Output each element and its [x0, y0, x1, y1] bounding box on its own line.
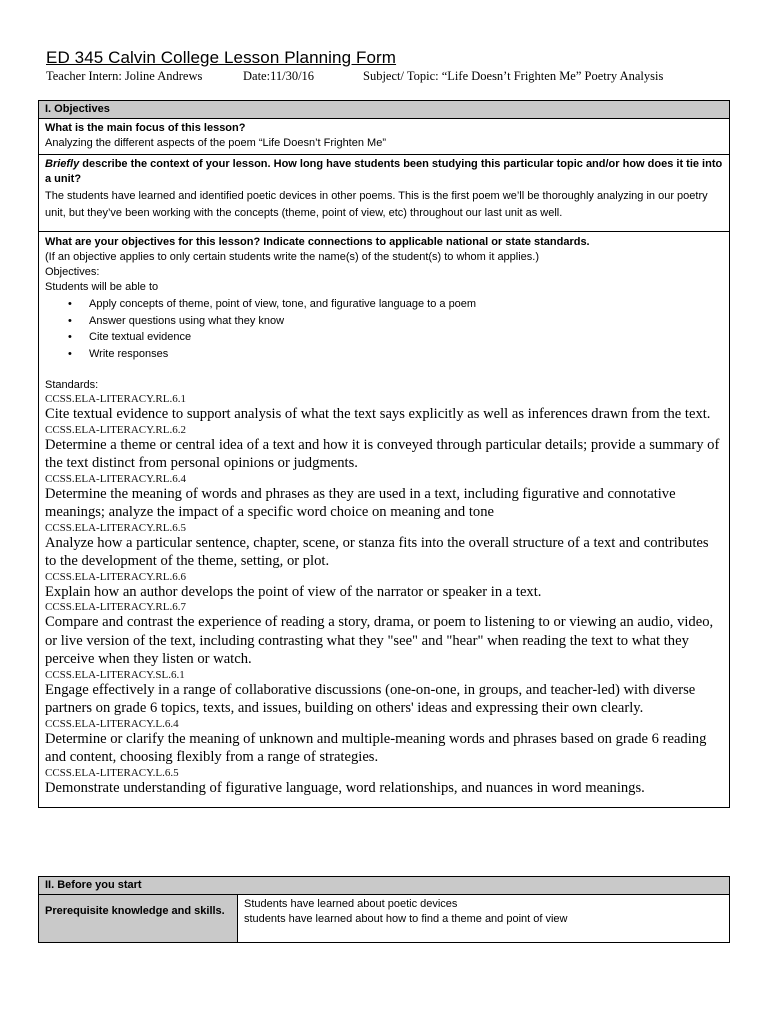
lesson-date: Date:11/30/16 [243, 69, 315, 83]
standard-code: CCSS.ELA-LITERACY.SL.6.1 [45, 668, 185, 681]
standard-text: Determine a theme or central idea of a text and how it is conveyed through particular details; provide a summary of the text distinct from personal opinions or judgments. [45, 436, 720, 471]
header-info [46, 69, 746, 84]
prereq-line: Students have learned about poetic devices [244, 898, 458, 910]
standard-code: CCSS.ELA-LITERACY.RL.6.6 [45, 570, 186, 583]
prereq-content [238, 895, 574, 942]
standard-text: Demonstrate understanding of figurative language, word relationships, and nuances in word meanings. [45, 779, 645, 796]
prereq-row [39, 895, 729, 942]
teacher-intern: Teacher Intern: Joline Andrews [46, 69, 203, 83]
context-question-italic: Briefly [45, 158, 80, 170]
prereq-label: Prerequisite knowledge and skills. [39, 895, 238, 942]
objectives-note: (If an objective applies to only certain students write the name(s) of the student(s) to whom it applies.) [45, 251, 540, 263]
objectives-label: Objectives: [45, 266, 100, 278]
objectives-list [45, 296, 723, 362]
standard-text: Determine or clarify the meaning of unknown and multiple-meaning words and phrases based on grade 6 reading and content, choosing flexibly from a range of strategies. [45, 730, 707, 765]
context-question-text: describe the context of your lesson. How long have students been studying this particular topic and/or how does it tie into a unit? [45, 158, 723, 185]
standard-code: CCSS.ELA-LITERACY.RL.6.4 [45, 472, 186, 485]
objective-item: • Answer questions using what they know [89, 313, 723, 330]
standards-list [45, 393, 723, 797]
context-answer: The students have learned and identified poetic devices in other poems. This is the first poem we’ll be thoroughly analyzing in our poetry unit, but they’ve been working with the concepts (theme, point of view, etc) throughout our last unit as well. [45, 190, 708, 219]
standard-text: Compare and contrast the experience of reading a story, drama, or poem to listening to or viewing an audio, video, or live version of the text, including contrasting what they "see" and "hear" when reading the text to what they perceive when they listen or watch. [45, 614, 714, 667]
focus-row [39, 119, 729, 155]
objective-item: • Cite textual evidence [89, 329, 723, 346]
page-title: ED 345 Calvin College Lesson Planning Form [46, 48, 397, 67]
standard-text: Determine the meaning of words and phrases as they are used in a text, including figurative and connotative meanings; analyze the impact of a specific word choice on meaning and tone [45, 485, 676, 520]
prereq-line: students have learned about how to find a theme and point of view [244, 913, 568, 925]
standard-text: Analyze how a particular sentence, chapter, scene, or stanza fits into the overall structure of a text and contributes to the development of the theme, setting, or plot. [45, 534, 709, 569]
standard-code: CCSS.ELA-LITERACY.RL.6.1 [45, 393, 186, 405]
objectives-row [39, 232, 729, 807]
standard-code: CCSS.ELA-LITERACY.RL.6.5 [45, 521, 186, 534]
before-section [38, 876, 730, 943]
before-heading: II. Before you start [39, 877, 729, 895]
context-question [45, 157, 723, 187]
standard-code: CCSS.ELA-LITERACY.L.6.4 [45, 717, 179, 730]
standard-code: CCSS.ELA-LITERACY.L.6.5 [45, 766, 179, 779]
context-row [39, 155, 729, 232]
objectives-intro: Students will be able to [45, 281, 159, 293]
standard-text: Cite textual evidence to support analysis of what the text says explicitly as well as inferences drawn from the text. [45, 406, 711, 422]
standard-text: Engage effectively in a range of collaborative discussions (one-on-one, in groups, and teacher-led) with diverse partners on grade 6 topics, texts, and issues, building on others' ideas and expressing their own clearly. [45, 681, 696, 716]
focus-answer: Analyzing the different aspects of the poem “Life Doesn’t Frighten Me” [45, 137, 386, 149]
objective-item: • Write responses [89, 346, 723, 363]
standards-label: Standards: [45, 379, 99, 391]
standard-code: CCSS.ELA-LITERACY.RL.6.7 [45, 601, 186, 613]
focus-question: What is the main focus of this lesson? [45, 122, 246, 134]
standard-text: Explain how an author develops the point of view of the narrator or speaker in a text. [45, 583, 542, 600]
objectives-heading: I. Objectives [39, 101, 729, 119]
objective-item: • Apply concepts of theme, point of view, tone, and figurative language to a poem [89, 296, 723, 313]
subject-topic: Subject/ Topic: “Life Doesn’t Frighten Me” Poetry Analysis [363, 69, 664, 83]
objectives-question: What are your objectives for this lesson? Indicate connections to applicable national or state standards. [45, 236, 590, 248]
objectives-section [38, 100, 730, 808]
standard-code: CCSS.ELA-LITERACY.RL.6.2 [45, 423, 186, 436]
